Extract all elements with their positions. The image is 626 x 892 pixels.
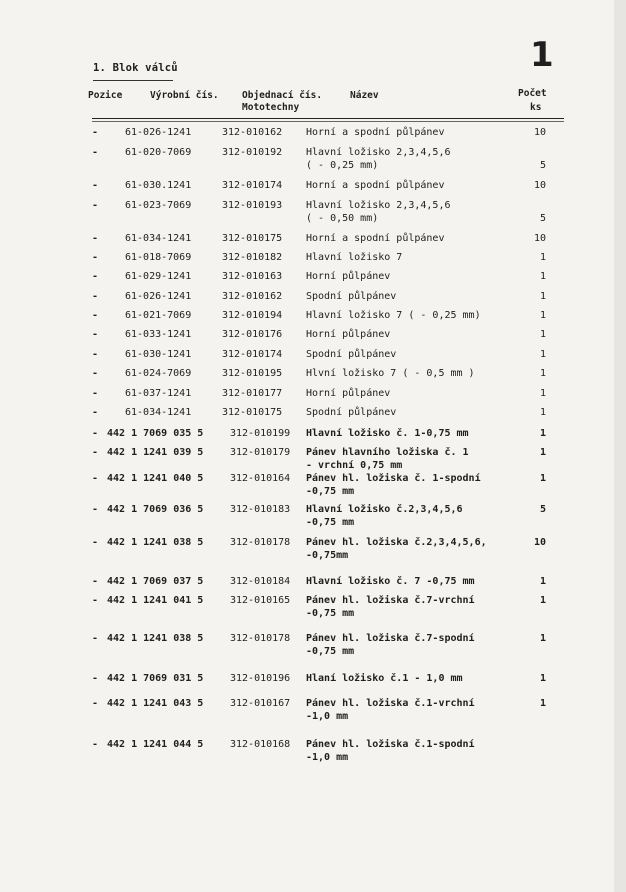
row-name: Pánev hl. ložiska č.1-vrchní -1,0 mm xyxy=(306,698,475,722)
row-position: - xyxy=(92,407,99,418)
row-manufacturer-no: 442 1 7069 031 5 xyxy=(107,673,204,684)
row-count: 1 xyxy=(539,633,546,644)
row-manufacturer-no: 61-037-1241 xyxy=(125,388,192,399)
header-order-no: Objednací čís. xyxy=(242,90,323,101)
row-position: - xyxy=(92,180,99,191)
row-count: 1 xyxy=(539,252,546,263)
row-count: 1 xyxy=(539,349,546,360)
row-name: Hlavní ložisko č.2,3,4,5,6 -0,75 mm xyxy=(306,504,463,528)
row-manufacturer-no: 442 1 1241 040 5 xyxy=(107,473,204,484)
row-count: 1 xyxy=(539,595,546,606)
row-order-no: 312-010196 xyxy=(230,673,291,684)
row-count: 1 xyxy=(539,368,546,379)
row-position: - xyxy=(92,349,99,360)
row-manufacturer-no: 442 1 1241 044 5 xyxy=(107,739,204,750)
row-position: - xyxy=(92,595,99,606)
row-manufacturer-no: 442 1 1241 038 5 xyxy=(107,633,204,644)
row-manufacturer-no: 61-033-1241 xyxy=(125,329,192,340)
row-name: Horní a spodní půlpánev xyxy=(306,180,445,191)
row-position: - xyxy=(92,447,99,458)
row-name: Horní a spodní půlpánev xyxy=(306,127,445,138)
header-position: Pozice xyxy=(88,90,123,101)
row-position: - xyxy=(92,504,99,515)
row-count: 10 xyxy=(533,537,546,548)
row-order-no: 312-010175 xyxy=(222,407,283,418)
row-count: 1 xyxy=(539,271,546,282)
row-position: - xyxy=(92,739,99,750)
row-order-no: 312-010178 xyxy=(230,537,291,548)
row-order-no: 312-010183 xyxy=(230,504,291,515)
row-manufacturer-no: 61-029-1241 xyxy=(125,271,192,282)
row-order-no: 312-010165 xyxy=(230,595,291,606)
header-name: Název xyxy=(350,90,379,101)
row-name: Hlavní ložisko č. 1-0,75 mm xyxy=(306,428,469,439)
row-name: Horní půlpánev xyxy=(306,271,391,282)
row-count: 10 xyxy=(533,233,546,244)
row-position: - xyxy=(92,291,99,302)
row-count: 1 xyxy=(539,291,546,302)
row-position: - xyxy=(92,368,99,379)
header-count: Počet xyxy=(518,88,547,99)
row-order-no: 312-010175 xyxy=(222,233,283,244)
row-manufacturer-no: 442 1 1241 041 5 xyxy=(107,595,204,606)
row-name: Pánev hl. ložiska č.2,3,4,5,6, -0,75mm xyxy=(306,537,487,561)
row-name: Spodní půlpánev xyxy=(306,407,397,418)
row-manufacturer-no: 61-034-1241 xyxy=(125,233,192,244)
row-manufacturer-no: 442 1 7069 037 5 xyxy=(107,576,204,587)
row-order-no: 312-010162 xyxy=(222,127,283,138)
row-manufacturer-no: 61-026-1241 xyxy=(125,291,192,302)
row-manufacturer-no: 442 1 1241 043 5 xyxy=(107,698,204,709)
row-order-no: 312-010168 xyxy=(230,739,291,750)
row-name: Horní a spodní půlpánev xyxy=(306,233,445,244)
row-name: Hlaní ložisko č.1 - 1,0 mm xyxy=(306,673,463,684)
row-name: Pánev hl. ložiska č.7-spodní -0,75 mm xyxy=(306,633,475,657)
row-manufacturer-no: 442 1 7069 036 5 xyxy=(107,504,204,515)
row-count: 1 xyxy=(539,388,546,399)
header-count-unit: ks xyxy=(530,102,542,113)
page-number: 1 xyxy=(530,35,554,75)
row-position: - xyxy=(92,698,99,709)
row-name: Hlavní ložisko 2,3,4,5,6 ( - 0,25 mm) xyxy=(306,147,451,171)
row-name: Horní půlpánev xyxy=(306,388,391,399)
row-count: 5 xyxy=(539,160,546,171)
row-order-no: 312-010193 xyxy=(222,200,283,211)
row-count: 1 xyxy=(539,673,546,684)
row-order-no: 312-010178 xyxy=(230,633,291,644)
row-order-no: 312-010162 xyxy=(222,291,283,302)
row-order-no: 312-010182 xyxy=(222,252,283,263)
row-order-no: 312-010179 xyxy=(230,447,291,458)
row-position: - xyxy=(92,633,99,644)
header-rule xyxy=(92,118,564,119)
row-order-no: 312-010199 xyxy=(230,428,291,439)
row-name: Pánev hl. ložiska č. 1-spodní -0,75 mm xyxy=(306,473,481,497)
row-manufacturer-no: 442 1 7069 035 5 xyxy=(107,428,204,439)
row-manufacturer-no: 61-026-1241 xyxy=(125,127,192,138)
row-manufacturer-no: 442 1 1241 038 5 xyxy=(107,537,204,548)
row-position: - xyxy=(92,329,99,340)
row-name: Spodní půlpánev xyxy=(306,349,397,360)
header-manufacturer-no: Výrobní čís. xyxy=(150,90,219,101)
row-position: - xyxy=(92,233,99,244)
row-order-no: 312-010167 xyxy=(230,698,291,709)
row-position: - xyxy=(92,310,99,321)
row-name: Horní půlpánev xyxy=(306,329,391,340)
row-count: 10 xyxy=(533,127,546,138)
row-position: - xyxy=(92,147,99,158)
row-position: - xyxy=(92,200,99,211)
row-position: - xyxy=(92,428,99,439)
row-position: - xyxy=(92,473,99,484)
row-manufacturer-no: 442 1 1241 039 5 xyxy=(107,447,204,458)
row-position: - xyxy=(92,127,99,138)
row-manufacturer-no: 61-021-7069 xyxy=(125,310,192,321)
row-count: 1 xyxy=(539,698,546,709)
header-rule-secondary xyxy=(92,121,564,122)
row-position: - xyxy=(92,271,99,282)
row-name: Hlavní ložisko 2,3,4,5,6 ( - 0,50 mm) xyxy=(306,200,451,224)
row-order-no: 312-010184 xyxy=(230,576,291,587)
row-position: - xyxy=(92,252,99,263)
row-count: 5 xyxy=(539,213,546,224)
row-name: Spodní půlpánev xyxy=(306,291,397,302)
row-order-no: 312-010177 xyxy=(222,388,283,399)
row-manufacturer-no: 61-018-7069 xyxy=(125,252,192,263)
row-order-no: 312-010174 xyxy=(222,180,283,191)
row-name: Pánev hl. ložiska č.1-spodní -1,0 mm xyxy=(306,739,475,763)
row-order-no: 312-010174 xyxy=(222,349,283,360)
row-order-no: 312-010195 xyxy=(222,368,283,379)
row-name: Hlavní ložisko 7 xyxy=(306,252,403,263)
row-order-no: 312-010164 xyxy=(230,473,291,484)
row-count: 5 xyxy=(539,504,546,515)
row-name: Hlavní ložisko 7 ( - 0,25 mm) xyxy=(306,310,481,321)
row-position: - xyxy=(92,673,99,684)
row-order-no: 312-010192 xyxy=(222,147,283,158)
header-order-no-sub: Mototechny xyxy=(242,102,300,113)
row-manufacturer-no: 61-034-1241 xyxy=(125,407,192,418)
row-manufacturer-no: 61-024-7069 xyxy=(125,368,192,379)
row-count: 10 xyxy=(533,180,546,191)
row-count: 1 xyxy=(539,407,546,418)
row-manufacturer-no: 61-030-1241 xyxy=(125,349,192,360)
row-count: 1 xyxy=(539,576,546,587)
row-count: 1 xyxy=(539,310,546,321)
row-order-no: 312-010194 xyxy=(222,310,283,321)
row-position: - xyxy=(92,576,99,587)
row-count: 1 xyxy=(539,473,546,484)
row-name: Hlavní ložisko č. 7 -0,75 mm xyxy=(306,576,475,587)
row-manufacturer-no: 61-020-7069 xyxy=(125,147,192,158)
row-position: - xyxy=(92,537,99,548)
section-title-underline xyxy=(93,80,173,81)
row-count: 1 xyxy=(539,447,546,458)
row-count: 1 xyxy=(539,428,546,439)
row-name: Pánev hl. ložiska č.7-vrchní -0,75 mm xyxy=(306,595,475,619)
section-title: 1. Blok válců xyxy=(93,62,178,74)
row-position: - xyxy=(92,388,99,399)
row-name: Hlvní ložisko 7 ( - 0,5 mm ) xyxy=(306,368,475,379)
row-manufacturer-no: 61-023-7069 xyxy=(125,200,192,211)
row-count: 1 xyxy=(539,329,546,340)
row-order-no: 312-010176 xyxy=(222,329,283,340)
page-edge-shadow xyxy=(614,0,626,892)
row-manufacturer-no: 61-030.1241 xyxy=(125,180,192,191)
row-order-no: 312-010163 xyxy=(222,271,283,282)
row-name: Pánev hlavního ložiska č. 1 - vrchní 0,75 mm xyxy=(306,447,469,471)
